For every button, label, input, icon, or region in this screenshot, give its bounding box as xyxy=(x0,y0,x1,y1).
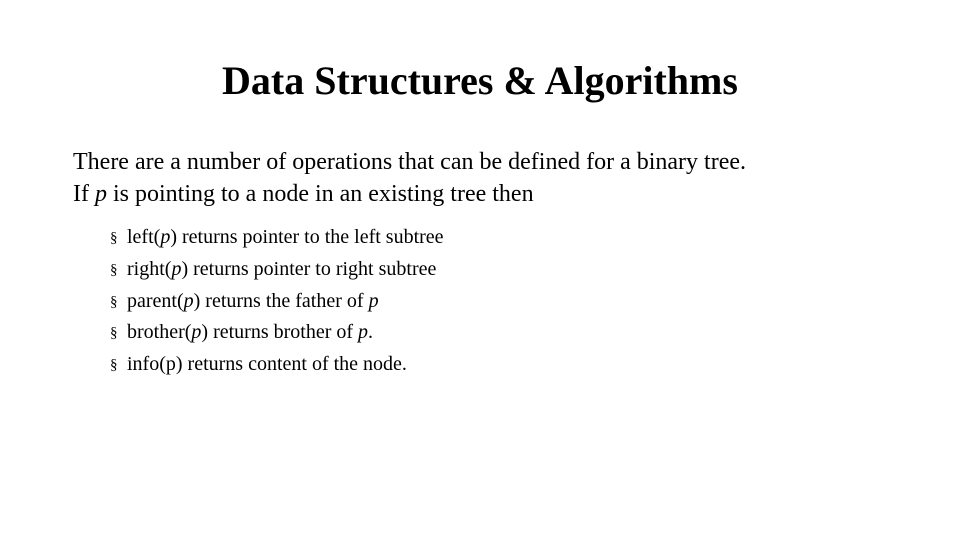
intro-paragraph xyxy=(73,146,933,210)
op-text: parent( xyxy=(127,289,184,312)
op-text: ) returns brother of xyxy=(201,321,359,344)
bullet-icon: § xyxy=(110,357,118,374)
op-variable: p xyxy=(171,257,182,280)
intro-line-2-end: is pointing to a node in an existing tree then xyxy=(106,181,534,207)
intro-variable-p: p xyxy=(94,181,107,207)
bullet-icon: § xyxy=(110,261,118,278)
op-text: left( xyxy=(127,226,161,248)
op-text: ) returns pointer to the left subtree xyxy=(170,226,444,248)
bullet-icon: § xyxy=(110,325,118,342)
list-item xyxy=(110,317,910,349)
op-text: . xyxy=(368,321,374,344)
intro-line-2-start: If xyxy=(73,181,95,207)
list-item xyxy=(110,286,910,318)
list-item xyxy=(110,222,910,254)
op-variable: p xyxy=(191,321,202,344)
op-variable: p xyxy=(358,321,369,344)
slide-title: Data Structures & Algorithms xyxy=(222,58,738,103)
op-variable: p xyxy=(160,226,171,248)
list-item xyxy=(110,349,910,381)
op-variable: p xyxy=(368,289,379,312)
intro-line-1: There are a number of operations that can be defined for a binary tree. xyxy=(73,149,747,175)
op-text: ) returns the father of xyxy=(193,289,369,312)
op-text: brother( xyxy=(127,321,192,344)
op-text: ) returns pointer to right subtree xyxy=(181,257,437,280)
op-text: right( xyxy=(127,257,172,280)
intro-line-2 xyxy=(73,178,933,210)
bullet-icon: § xyxy=(110,230,118,246)
list-item xyxy=(110,254,910,286)
bullet-icon: § xyxy=(110,293,118,310)
op-variable: p xyxy=(183,289,194,312)
op-text: info(p) returns content of the node. xyxy=(127,353,407,376)
operations-list xyxy=(110,222,910,381)
